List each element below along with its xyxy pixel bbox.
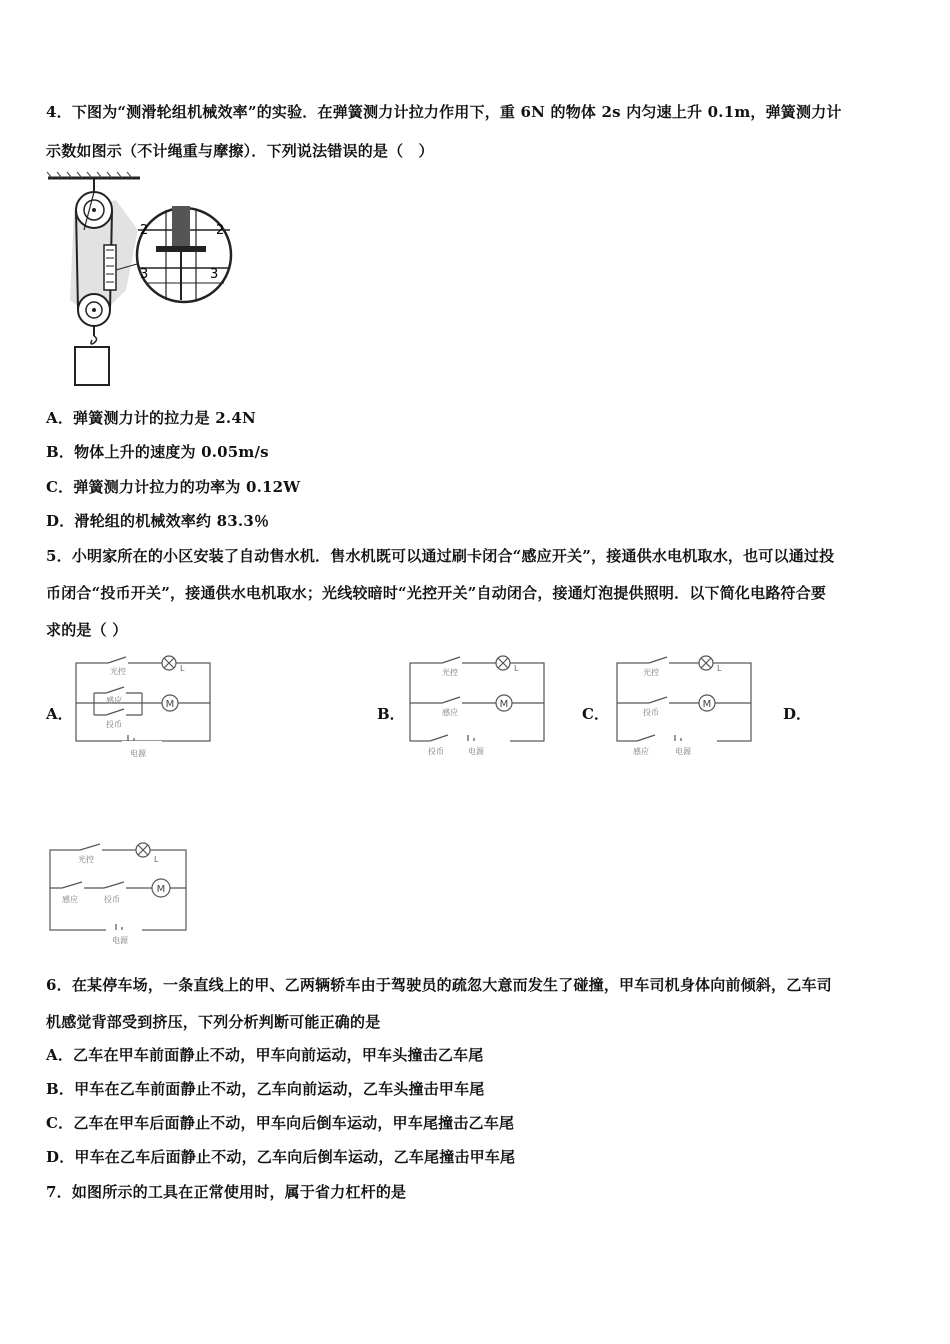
circuit-a-motor: M [165,699,175,710]
circuit-d-s3: 投币 [104,895,120,904]
q4-option-a: A．弹簧测力计的拉力是 2.4N [46,409,256,427]
q4-stem-line1: 4．下图为“测滑轮组机械效率”的实验．在弹簧测力计拉力作用下，重 6N 的物体 2s 内匀速上升 0.1m，弹簧测力计 [46,103,842,121]
q6-stem-line2: 机感觉背部受到挤压，下列分析判断可能正确的是 [46,1013,381,1031]
circuit-c-s1: 光控 [643,668,659,677]
q7-stem-line1: 7．如图所示的工具在正常使用时，属于省力杠杆的是 [46,1183,407,1201]
circuit-d-s1: 光控 [78,855,94,864]
circuit-c-source: 电源 [675,747,691,756]
q5-stem-line2: 币闭合“投币开关”，接通供水电机取水；光线较暗时“光控开关”自动闭合，接通灯泡提供照明．以下简化电路符合要 [46,584,827,602]
q5-label-a: A． [46,705,73,723]
scale-tick-3-right: 3 [210,267,219,282]
circuit-a-s3: 投币 [106,720,122,729]
q5-label-c: C． [582,705,609,723]
q4-option-b: B．物体上升的速度为 0.05m/s [46,443,269,461]
q6-option-b: B．甲车在乙车前面静止不动，乙车向前运动，乙车头撞击甲车尾 [46,1080,485,1098]
circuit-b-lamp: L [514,664,519,673]
q4-option-d: D．滑轮组的机械效率约 83.3％ [46,512,270,530]
circuit-d [46,842,191,947]
circuit-b-s3: 投币 [428,747,444,756]
q6-option-d: D．甲车在乙车后面静止不动，乙车向后倒车运动，乙车尾撞击甲车尾 [46,1148,516,1166]
circuit-c-s2: 投币 [643,708,659,717]
q6-option-c: C．乙车在甲车后面静止不动，甲车向后倒车运动，甲车尾撞击乙车尾 [46,1114,515,1132]
circuit-b-source: 电源 [468,747,484,756]
circuit-c [613,655,755,760]
q5-stem-line1: 5．小明家所在的小区安装了自动售水机．售水机既可以通过刷卡闭合“感应开关”，接通供水电机取水，也可以通过投 [46,547,835,565]
circuit-a-source: 电源 [130,749,146,758]
q6-stem-line1: 6．在某停车场，一条直线上的甲、乙两辆轿车由于驾驶员的疏忽大意而发生了碰撞，甲车司机身体向前倾斜，乙车司 [46,976,832,994]
q5-stem-line3: 求的是（ ） [46,621,128,639]
circuit-d-s2: 感应 [62,895,78,904]
circuit-b-s2: 感应 [442,708,458,717]
circuit-a [72,655,214,760]
circuit-b-s1: 光控 [442,668,458,677]
q5-label-b: B． [377,705,405,723]
circuit-a-s2: 感应 [106,696,122,705]
scale-tick-2-right: 2 [216,223,225,238]
q5-label-d: D． [783,705,812,723]
q6-option-a: A．乙车在甲车前面静止不动，甲车向前运动，甲车头撞击乙车尾 [46,1046,484,1064]
scale-tick-3-left: 3 [140,267,149,282]
circuit-c-lamp: L [717,664,722,673]
pulley-figure [46,170,236,390]
circuit-d-motor: M [156,884,166,895]
circuit-d-source: 电源 [112,936,128,945]
circuit-a-lamp: L [180,664,185,673]
q4-option-c: C．弹簧测力计拉力的功率为 0.12W [46,478,301,496]
q4-stem-line2: 示数如图示（不计绳重与摩擦）．下列说法错误的是（ ） [46,142,434,160]
circuit-b-motor: M [499,699,509,710]
circuit-c-s3: 感应 [633,747,649,756]
circuit-d-lamp: L [154,855,159,864]
circuit-a-s1: 光控 [110,667,126,676]
circuit-b [406,655,548,760]
scale-tick-2-left: 2 [140,223,149,238]
circuit-c-motor: M [702,699,712,710]
